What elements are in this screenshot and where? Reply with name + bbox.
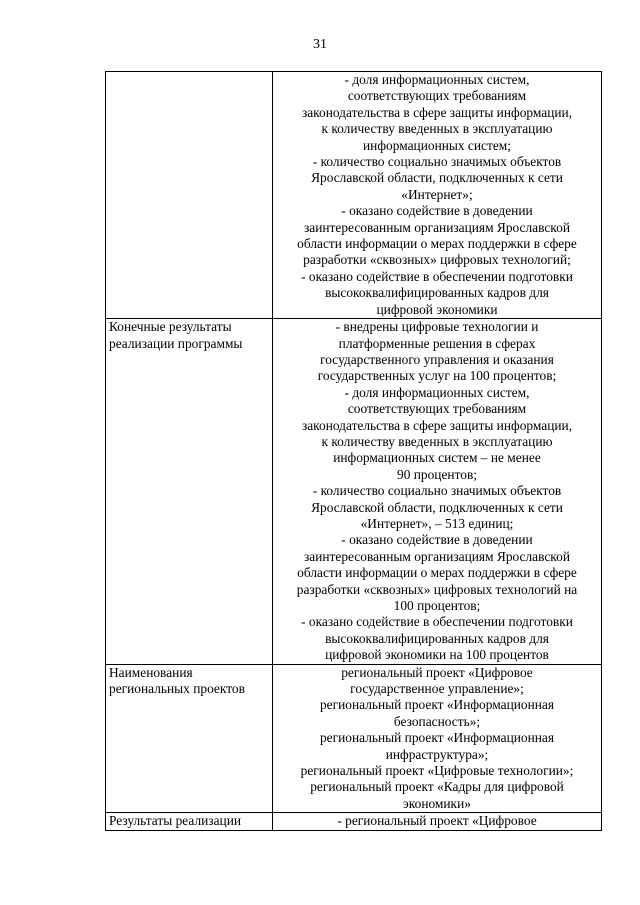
row-value-line: экономики» [403,795,471,811]
row-value-line: Ярославской области, подключенных к сети [311,499,563,515]
row-label-line: региональных проектов [109,681,245,697]
row-value-line: законодательства в сфере защиты информации, [301,417,573,433]
row-value-line: - оказано содействие в доведении [341,532,533,548]
row-value-line: безопасность»; [393,713,481,729]
row-value-line: платформенные решения в сферах [338,335,536,351]
row-value-line: высококвалифицированных кадров для [325,285,549,301]
row-value-line: информационных систем – не менее [333,450,541,466]
row-value-line: «Интернет»; [401,186,473,202]
row-value-line: региональный проект «Цифровые технологии»; [300,763,574,779]
row-value-line: - внедрены цифровые технологии и [335,319,539,335]
program-passport-table [105,71,602,831]
row-value-cell [273,72,602,319]
row-value-line: - оказано содействие в обеспечении подготовки [301,268,573,284]
row-value-line: - оказано содействие в доведении [341,203,533,219]
row-value-cell [273,319,602,665]
row-value-line: «Интернет», – 513 единиц; [360,515,514,531]
row-label-cell [106,813,273,830]
row-value-cell [273,813,602,830]
row-value-line: - доля информационных систем, [344,384,530,400]
row-value-line: региональный проект «Кадры для цифровой [310,779,564,795]
row-value-line: 100 процентов; [393,598,481,613]
row-label-cell [106,664,273,813]
row-value-line: высококвалифицированных кадров для [325,630,549,646]
row-value-line: 90 процентов; [397,466,477,482]
row-label-line: реализации программы [109,335,243,351]
row-value-line: региональный проект «Цифровое [341,664,533,680]
row-label-line: Результаты реализации [109,813,242,829]
row-value-line: государственного управления и оказания [320,351,554,367]
row-value-line: цифровой экономики [376,301,498,317]
row-value-line: государственных услуг на 100 процентов; [317,368,557,384]
row-label-line: Наименования [109,664,193,680]
row-value-line: - количество социально значимых объектов [312,483,562,499]
table-row [106,319,602,665]
row-label-cell [106,319,273,665]
row-value-line: разработки «сквозных» цифровых технологий; [303,252,571,268]
row-value-cell [273,664,602,813]
row-value-line: области информации о мерах поддержки в сфере [297,236,577,252]
table-row [106,813,602,830]
row-value-line: соответствующих требованиям [347,88,527,104]
row-value-line: - доля информационных систем, [344,72,530,87]
row-value-line: информационных систем; [363,137,511,153]
row-value-line: к количеству введенных в эксплуатацию [321,433,553,449]
page-number: 31 [313,37,327,52]
row-value-line: региональный проект «Информационная [319,697,555,713]
row-value-line: государственное управление»; [350,681,524,697]
row-value-line: заинтересованным организациям Ярославской [303,548,570,564]
row-value-line: - оказано содействие в обеспечении подготовки [301,614,573,630]
row-value-line: разработки «сквозных» цифровых технологий на [296,581,578,597]
table-row [106,72,602,319]
row-label-cell [106,72,273,319]
row-value-line: Ярославской области, подключенных к сети [311,170,563,186]
row-value-line: региональный проект «Информационная [319,730,555,746]
row-value-line: - региональный проект «Цифровое [337,813,537,829]
row-value-line: - количество социально значимых объектов [312,154,562,170]
row-label-line: Конечные результаты [109,319,232,335]
row-value-line: области информации о мерах поддержки в сфере [297,565,577,581]
row-value-line: соответствующих требованиям [347,401,527,417]
row-value-line: к количеству введенных в эксплуатацию [321,121,553,137]
row-value-line: инфраструктура»; [385,746,489,762]
table-row [106,664,602,813]
row-value-line: цифровой экономики на 100 процентов [325,647,549,663]
row-value-line: законодательства в сфере защиты информации, [301,104,573,120]
row-value-line: заинтересованным организациям Ярославской [303,219,570,235]
